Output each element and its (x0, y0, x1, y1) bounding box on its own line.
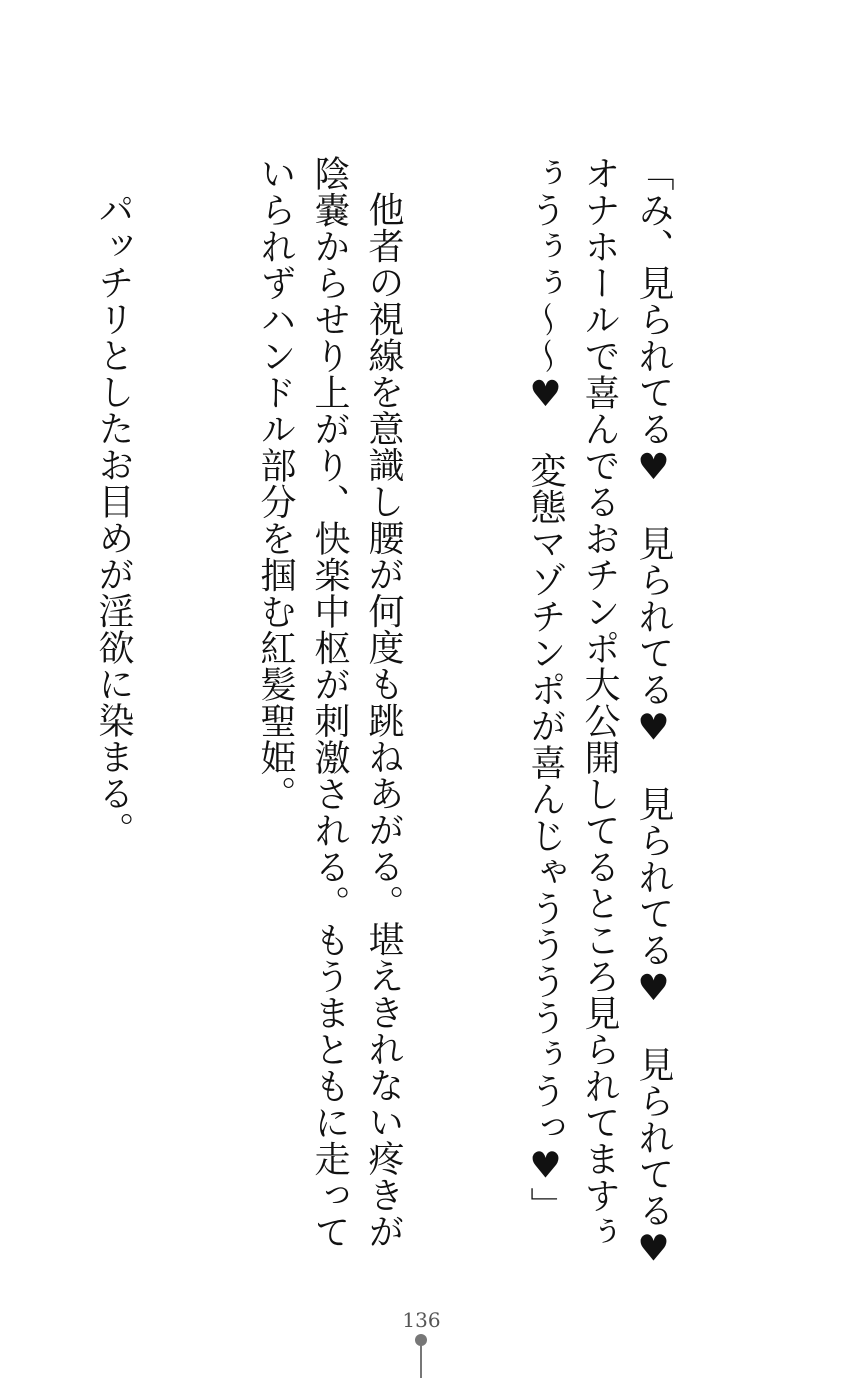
folio-line-ornament (420, 1345, 422, 1378)
page-number: 136 (402, 1308, 441, 1332)
body-text (0, 155, 788, 1307)
paragraph-dialogue-1: 「み、見られてる♥ 見られてる♥ 見られてる♥ 見られてる♥ オナホールで喜んでるおチンポ大公開してるところ見られてますぅぅうぅぅ〜〜♥ 変態マゾチンポが喜んじゃううううぅうっ♥」 (525, 155, 674, 1307)
paragraph-narration-1: 他者の視線を意識し腰が何度も跳ねあがる。堪えきれない疼きが陰嚢からせり上がり、快楽中枢が刺激される。もうまともに走っていられずハンドル部分を掴む紅髪聖姫。 (255, 155, 404, 1250)
paragraph-narration-2: パッチリとしたお目めが淫欲に染まる。 (93, 191, 134, 848)
